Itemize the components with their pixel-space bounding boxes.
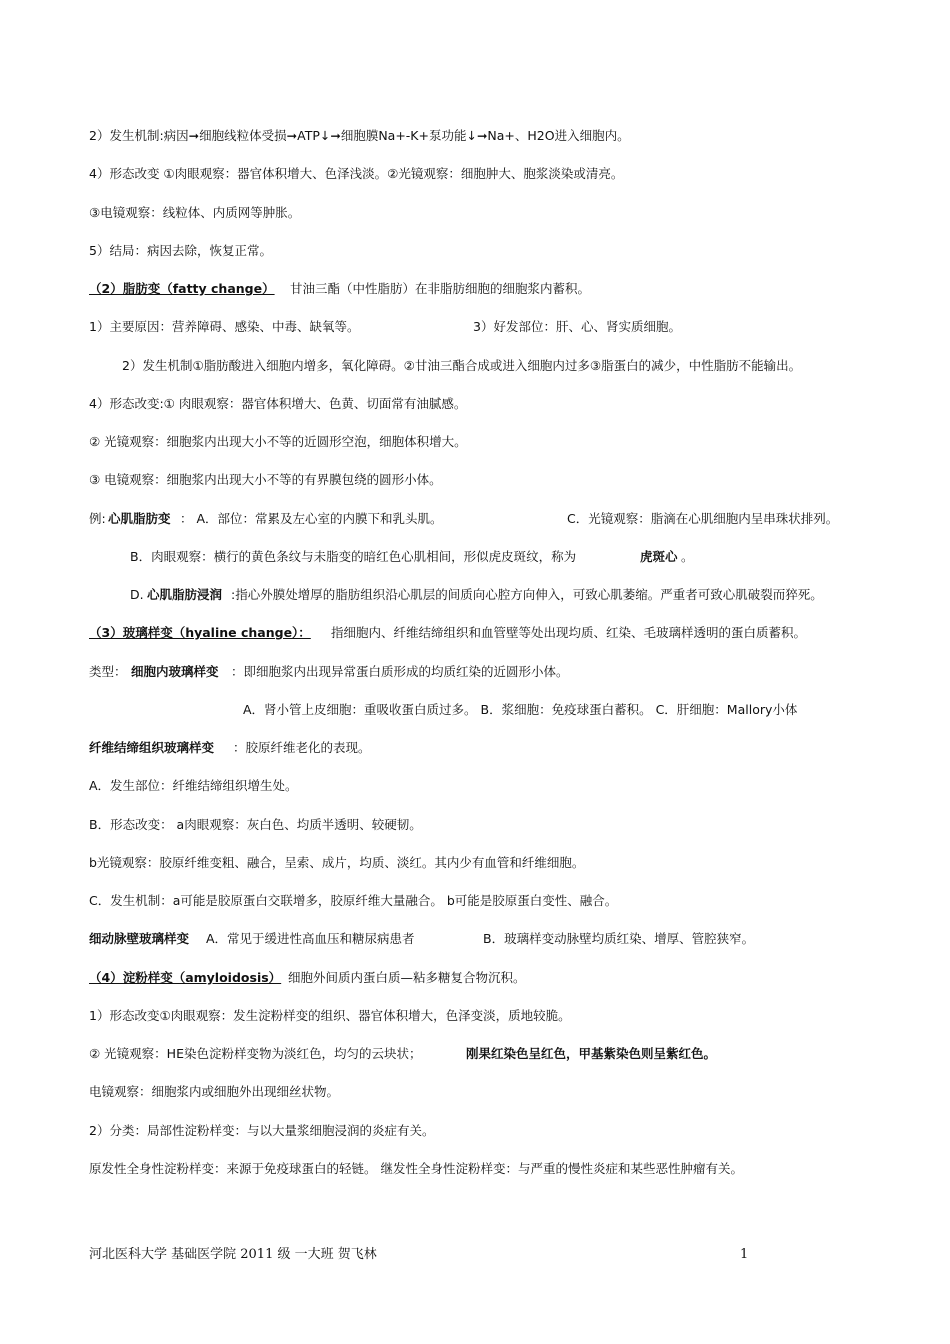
text-run: 例: (89, 511, 106, 526)
text-line (0, 738, 950, 758)
text-line (0, 470, 950, 490)
page-number: 1 (740, 1247, 749, 1262)
text-line (0, 1082, 950, 1102)
text-run: ：胶原纤维老化的表现。 (233, 740, 371, 755)
text-run: B．形态改变： a肉眼观察：灰白色、均质半透明、较硬韧。 (89, 817, 422, 832)
text-run: 类型： (89, 664, 127, 679)
bold-term: 细胞内玻璃样变 (131, 664, 219, 679)
text-line (0, 126, 950, 146)
text-run: B．肉眼观察：横行的黄色条纹与未脂变的暗红色心肌相间，形似虎皮斑纹，称为 (130, 549, 577, 564)
text-run: 电镜观察：细胞浆内或细胞外出现细丝状物。 (89, 1084, 340, 1099)
text-line (0, 547, 950, 567)
text-run: 2）分类：局部性淀粉样变：与以大量浆细胞浸润的炎症有关。 (89, 1123, 435, 1138)
text-run: 4）形态改变:① 肉眼观察：器官体积增大、色黄、切面常有油腻感。 (89, 396, 467, 411)
bold-term: 细动脉壁玻璃样变 (89, 931, 190, 946)
text-line (0, 929, 950, 949)
text-run: 5）结局：病因去除，恢复正常。 (89, 243, 272, 258)
bold-term: 心肌脂肪变 (108, 511, 171, 526)
bold-term: 纤维结缔组织玻璃样变 (89, 740, 215, 755)
section-heading-fatty-change: （2）脂肪变（fatty change） (89, 281, 275, 296)
text-line (0, 585, 950, 605)
text-line (0, 432, 950, 452)
text-run: :指心外膜处增厚的脂肪组织沿心肌层的间质向心腔方向伸入，可致心肌萎缩。严重者可致心肌破裂而猝死。 (231, 587, 823, 602)
text-run: ： A．部位：常累及左心室的内膜下和乳头肌。 (180, 511, 443, 526)
text-run: ③ 电镜观察：细胞浆内出现大小不等的有界膜包绕的圆形小体。 (89, 472, 442, 487)
text-run: 2）发生机制:病因➞细胞线粒体受损➞ATP↓➞细胞膜Na+-K+泵功能↓➞Na+、H2O进入细胞内。 (89, 128, 630, 143)
text-run: b光镜观察：胶原纤维变粗、融合，呈索、成片，均质、淡红。其内少有血管和纤维细胞。 (89, 855, 585, 870)
text-run: 3）好发部位：肝、心、肾实质细胞。 (473, 319, 681, 334)
text-run: 原发性全身性淀粉样变：来源于免疫球蛋白的轻链。 继发性全身性淀粉样变：与严重的慢性炎症和某些恶性肿瘤有关。 (89, 1161, 743, 1176)
text-line (0, 700, 950, 720)
section-heading-hyaline-change: （3）玻璃样变（hyaline change）： (89, 625, 311, 640)
text-run: 1）主要原因：营养障碍、感染、中毒、缺氧等。 (89, 319, 360, 334)
text-line (0, 1044, 950, 1064)
text-line (0, 1159, 950, 1179)
section-heading-amyloidosis: （4）淀粉样变（amyloidosis） (89, 970, 282, 985)
text-run: 指细胞内、纤维结缔组织和血管壁等处出现均质、红染、毛玻璃样透明的蛋白质蓄积。 (331, 625, 807, 640)
text-run: ：即细胞浆内出现异常蛋白质形成的均质红染的近圆形小体。 (231, 664, 569, 679)
text-run: ② 光镜观察：细胞浆内出现大小不等的近圆形空泡，细胞体积增大。 (89, 434, 467, 449)
text-run: 4）形态改变 ①肉眼观察：器官体积增大、色泽浅淡。②光镜观察：细胞肿大、胞浆淡染或清亮。 (89, 166, 624, 181)
text-line (0, 164, 950, 184)
text-line (0, 815, 950, 835)
text-run: C．光镜观察：脂滴在心肌细胞内呈串珠状排列。 (567, 511, 839, 526)
text-run: B．玻璃样变动脉壁均质红染、增厚、管腔狭窄。 (483, 931, 755, 946)
text-run: 细胞外间质内蛋白质—粘多糖复合物沉积。 (288, 970, 526, 985)
text-run: ② 光镜观察：HE染色淀粉样变物为淡红色，均匀的云块状； (89, 1046, 422, 1061)
text-line (0, 853, 950, 873)
bold-term: 虎斑心 (640, 549, 678, 564)
text-line (0, 509, 950, 529)
page-footer-author: 河北医科大学 基础医学院 2011 级 一大班 贺飞林 (89, 1247, 377, 1262)
text-line (0, 394, 950, 414)
bold-term: 刚果红染色呈红色，甲基紫染色则呈紫红色。 (466, 1046, 717, 1061)
text-run: A．常见于缓进性高血压和糖尿病患者 (206, 931, 415, 946)
text-line (0, 623, 950, 643)
text-run: 2）发生机制①脂肪酸进入细胞内增多，氧化障碍。②甘油三酯合成或进入细胞内过多③脂蛋白的减少，中性脂肪不能输出。 (122, 358, 802, 373)
text-line (0, 968, 950, 988)
text-line (0, 317, 950, 337)
text-line (0, 776, 950, 796)
text-line (0, 891, 950, 911)
text-line (0, 279, 950, 299)
text-run: 1）形态改变①肉眼观察：发生淀粉样变的组织、器官体积增大，色泽变淡，质地较脆。 (89, 1008, 571, 1023)
text-run: 甘油三酯（中性脂肪）在非脂肪细胞的细胞浆内蓄积。 (290, 281, 591, 296)
text-run: ③电镜观察：线粒体、内质网等肿胀。 (89, 205, 301, 220)
text-run: A．发生部位：纤维结缔组织增生处。 (89, 778, 298, 793)
bold-term: 心肌脂肪浸润 (147, 587, 223, 602)
text-run: D. (130, 587, 144, 602)
text-run: C．发生机制：a可能是胶原蛋白交联增多，胶原纤维大量融合。 b可能是胶原蛋白变性、融合。 (89, 893, 618, 908)
text-line (0, 203, 950, 223)
text-line (0, 241, 950, 261)
text-line (0, 1006, 950, 1026)
text-line (0, 662, 950, 682)
text-run: A．肾小管上皮细胞：重吸收蛋白质过多。 B．浆细胞：免疫球蛋白蓄积。 C．肝细胞：Mallory小体 (243, 702, 798, 717)
text-run: 。 (681, 549, 694, 564)
text-line (0, 1121, 950, 1141)
text-line (0, 356, 950, 376)
